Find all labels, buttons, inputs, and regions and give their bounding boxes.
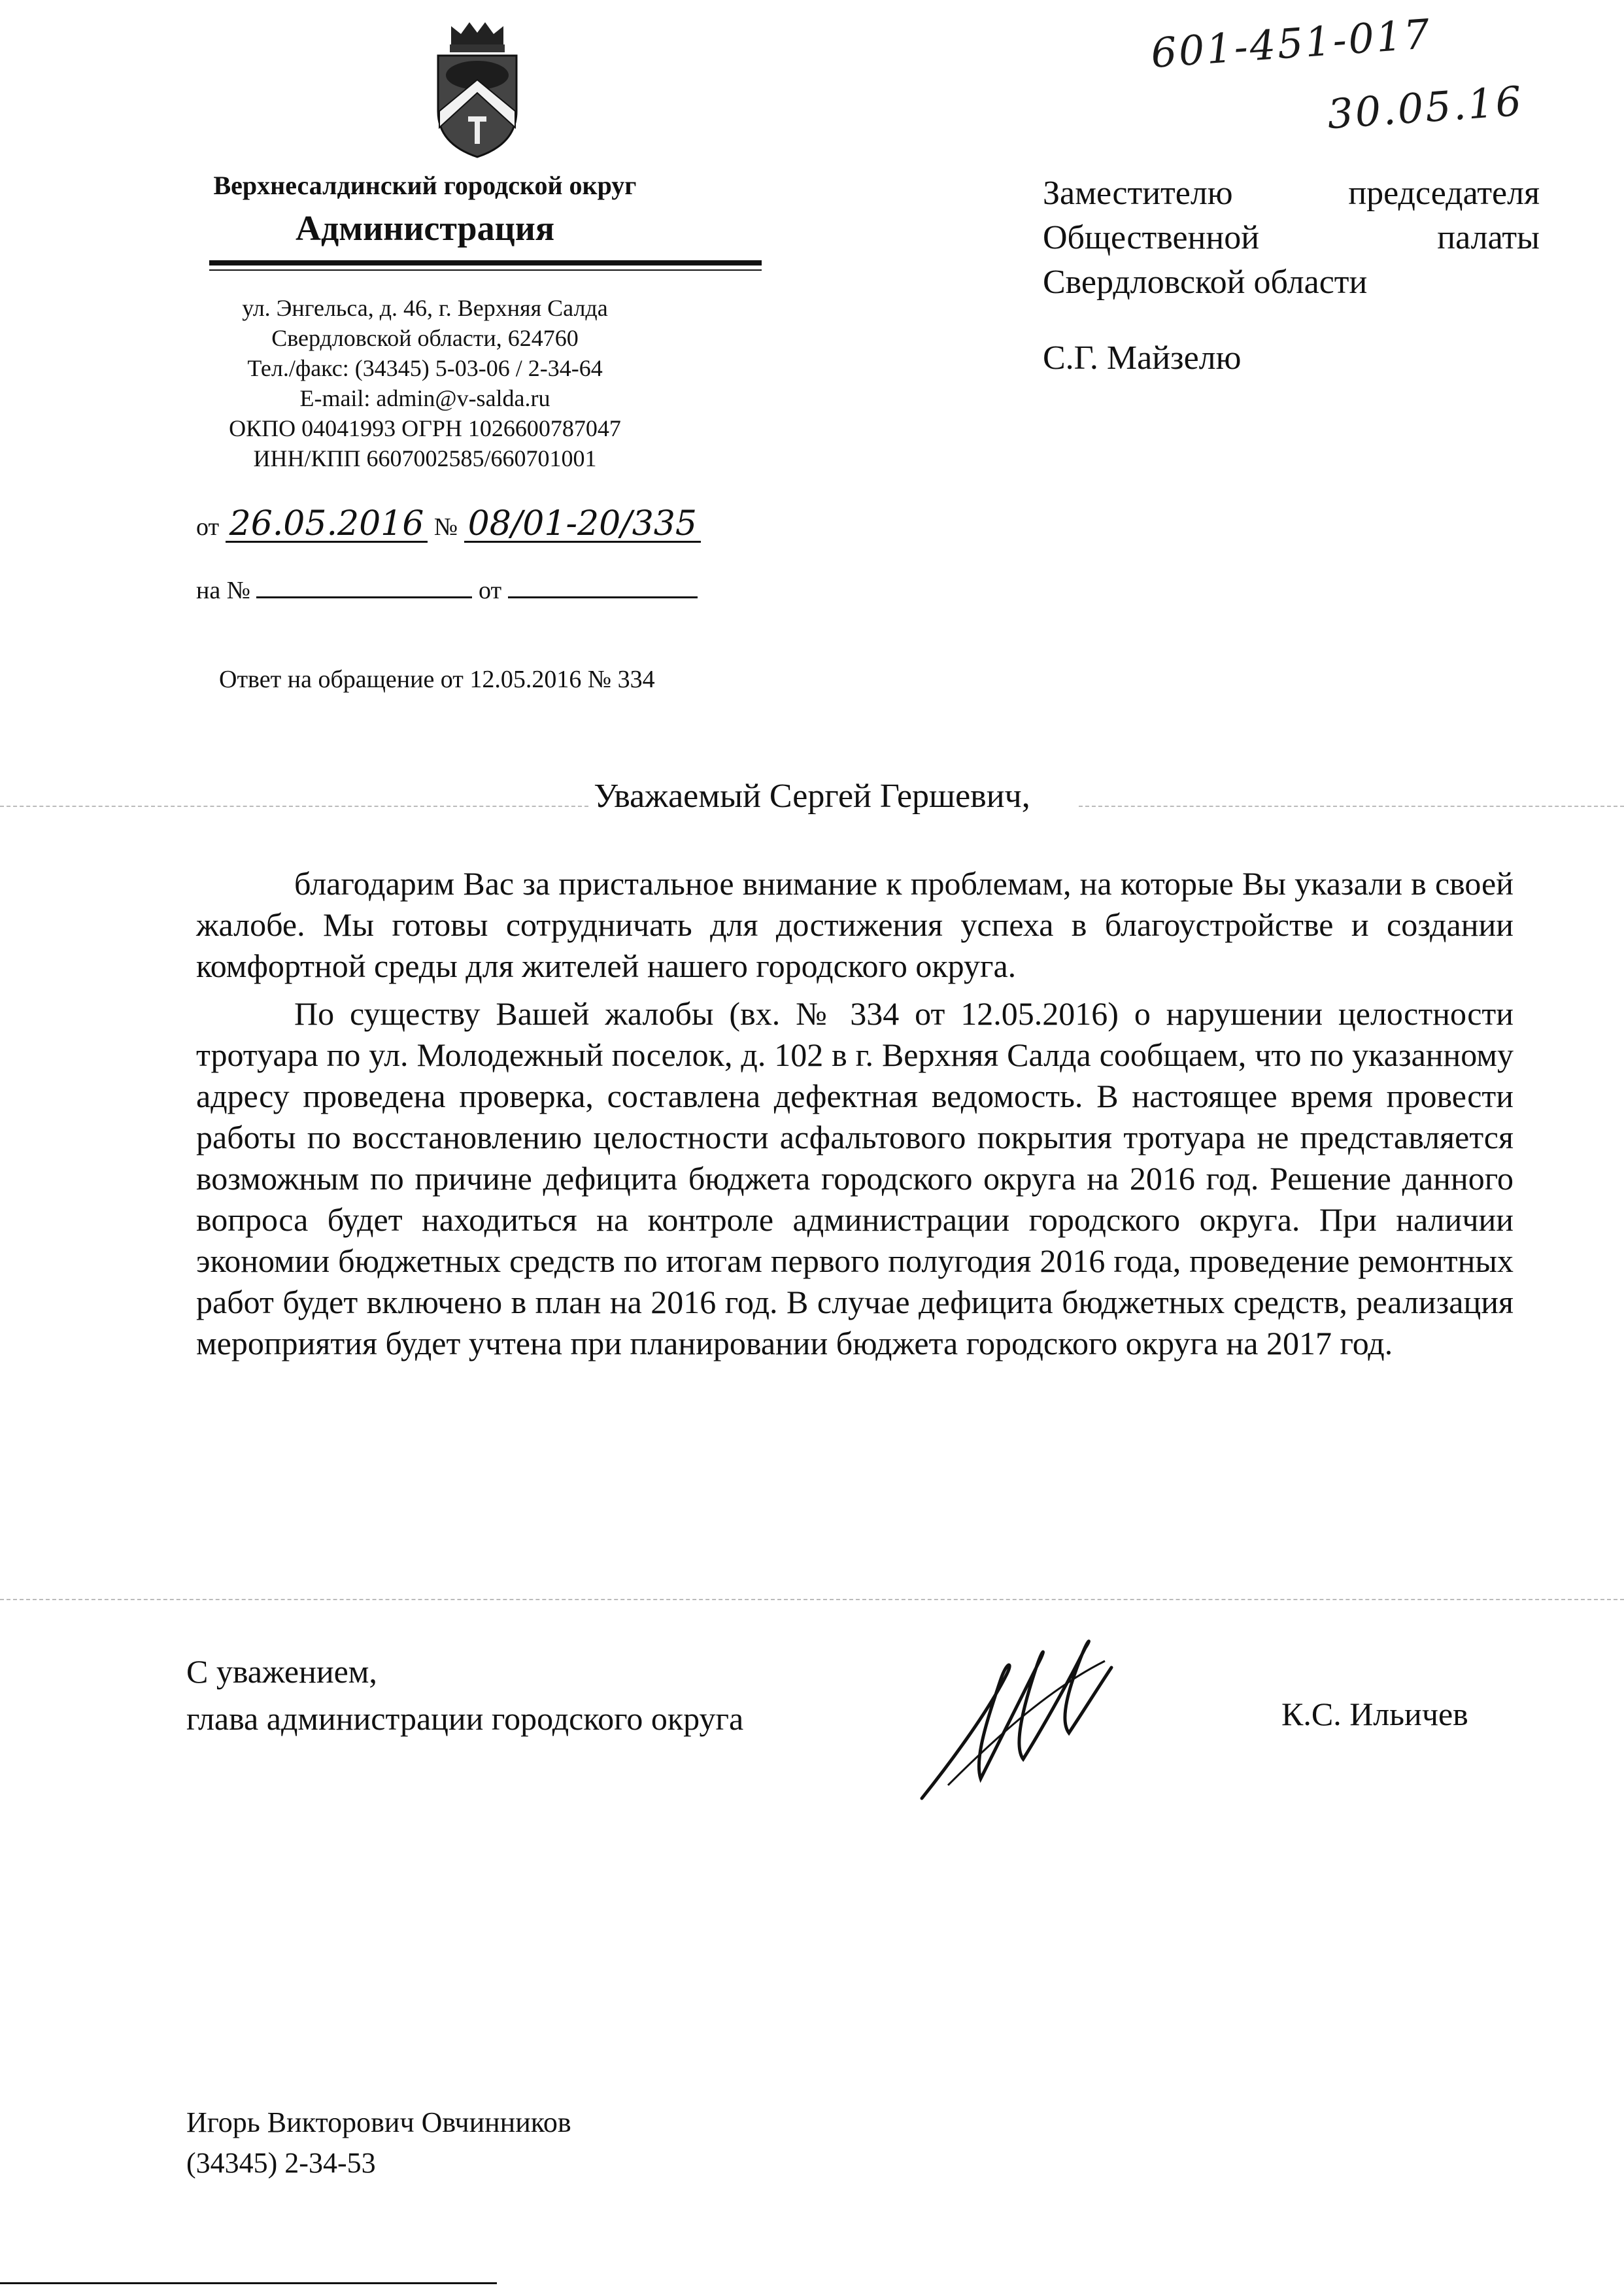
executor-block	[186, 2102, 571, 2183]
organization-name: Верхнесалдинский городской округ	[213, 171, 637, 200]
contact-phone: Тел./факс: (34345) 5-03-06 / 2-34-64	[247, 355, 603, 381]
contact-region: Свердловской области, 624760	[271, 325, 579, 351]
ref-from: от	[478, 577, 502, 604]
contact-inn: ИНН/КПП 6607002585/660701001	[253, 445, 597, 471]
ref-prefix: на №	[196, 577, 250, 604]
outgoing-number-line	[196, 504, 701, 543]
registration-date: 30.05.16	[1325, 77, 1525, 139]
contact-address: ул. Энгельса, д. 46, г. Верхняя Салда	[242, 295, 608, 321]
closing-position: глава администрации городского округа	[186, 1700, 744, 1737]
contact-okpo: ОКПО 04041993 ОГРН 1026600787047	[229, 415, 621, 441]
contact-block	[157, 293, 693, 473]
closing-block	[186, 1648, 743, 1742]
greeting: Уважаемый Сергей Гершевич,	[594, 778, 1030, 815]
scan-artifact	[0, 1599, 1624, 1600]
letter-body	[196, 863, 1514, 1371]
organization-title: Администрация	[295, 209, 555, 248]
header-rule-thin	[209, 269, 762, 271]
closing-regards: С уважением,	[186, 1653, 377, 1690]
outgoing-number: 08/01-20/335	[464, 507, 701, 543]
outgoing-date: 26.05.2016	[226, 507, 428, 543]
addressee-name: С.Г. Майзелю	[1043, 339, 1242, 377]
body-paragraph: По существу Вашей жалобы (вх. № 334 от 12.05.2016) о нарушении целостности тротуара по ул. Молодежный поселок, д. 102 в г. Верхняя Салда сообщаем, что по указанному адресу проведена проверка, составлена дефектная ведомость. В настоящее время провести работы по восстановлению целостности асфальтового покрытия тротуара не представляется возможным по причине дефицита бюджета городского округа на 2016 год. Решение данного вопроса будет находиться на контроле администрации городского округа. При наличии экономии бюджетных средств по итогам первого полугодия 2016 года, проведение ремонтных работ будет включено в план на 2016 год. В случае дефицита бюджетных средств, реализация мероприятия будет учтена при планировании бюджета городского округа на 2017 год.	[196, 995, 1514, 1361]
registration-number: 601-451-017	[1149, 10, 1433, 77]
number-prefix: №	[433, 513, 458, 541]
signer-name: К.С. Ильичев	[1281, 1696, 1468, 1732]
reference-line	[196, 575, 698, 605]
executor-name: Игорь Викторович Овчинников	[186, 2106, 571, 2138]
header-rule	[209, 260, 762, 265]
coat-of-arms-emblem	[425, 20, 530, 160]
contact-email: E-mail: admin@v-salda.ru	[299, 385, 550, 411]
addressee-line-3: Свердловской области	[1043, 264, 1368, 301]
body-paragraph: благодарим Вас за пристальное внимание к проблемам, на которые Вы указали в своей жалобе. Мы готовы сотрудничать для достижения успеха в благоустройстве и создании комфортной среды для жителей нашего городского округа.	[196, 865, 1514, 984]
ref-date-blank	[508, 575, 698, 598]
ref-number-blank	[256, 575, 472, 598]
addressee-line-2: Общественной палаты	[1043, 219, 1540, 256]
footer-rule	[0, 2282, 497, 2284]
addressee-block	[1043, 171, 1540, 381]
reply-reference: Ответ на обращение от 12.05.2016 № 334	[219, 666, 655, 693]
handwritten-signature	[909, 1635, 1125, 1811]
date-prefix: от	[196, 513, 220, 541]
executor-phone: (34345) 2-34-53	[186, 2147, 376, 2179]
addressee-line-1: Заместителю председателя	[1043, 175, 1540, 212]
